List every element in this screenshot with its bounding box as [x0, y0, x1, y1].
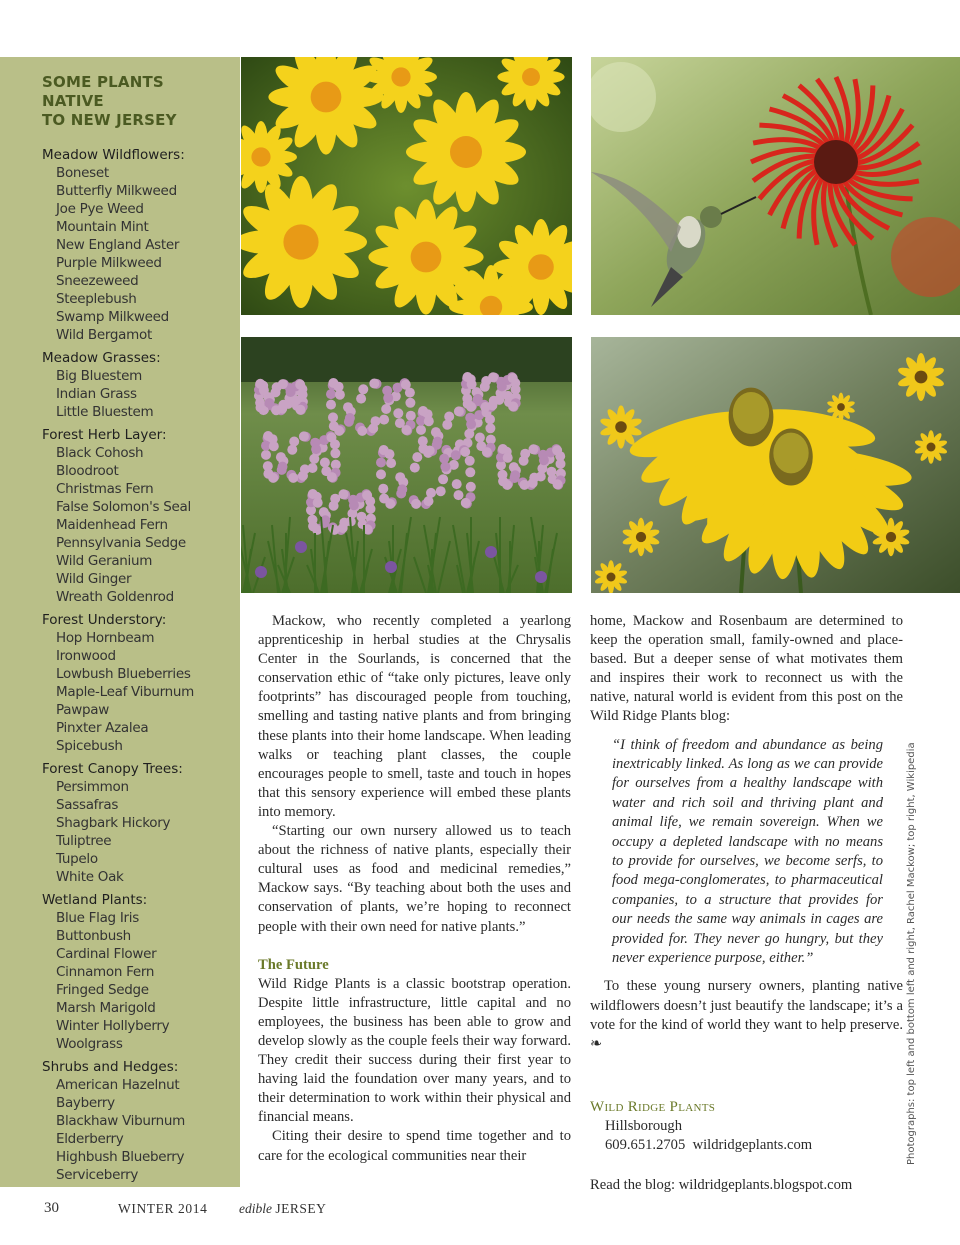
- plant-list-item: Lowbush Blueberries: [56, 666, 191, 682]
- plant-list: [42, 778, 230, 886]
- plant-list-item: American Hazelnut: [56, 1077, 180, 1093]
- article-column-left: [258, 612, 571, 1166]
- contact-town: Hillsborough: [605, 1117, 683, 1134]
- plant-list-item: Spicebush: [56, 738, 123, 754]
- plant-list-item: Wild Ginger: [56, 571, 132, 587]
- plant-list-item: White Oak: [56, 869, 124, 885]
- photo-joe-pye-meadow: [241, 337, 572, 593]
- plant-list-item: Highbush Blueberry: [56, 1149, 185, 1165]
- plant-list: [42, 1076, 230, 1184]
- plant-list: [42, 367, 230, 421]
- plant-list-item: Wild Geranium: [56, 553, 153, 569]
- section-subhead: The Future: [258, 956, 329, 973]
- plant-list-item: Little Bluestem: [56, 404, 154, 420]
- plant-list: [42, 164, 230, 344]
- plant-list-item: Buttonbush: [56, 928, 131, 944]
- plant-list-item: Wreath Goldenrod: [56, 589, 174, 605]
- plant-list-item: Fringed Sedge: [56, 982, 149, 998]
- plant-list-item: Cinnamon Fern: [56, 964, 155, 980]
- plant-list-item: Pawpaw: [56, 702, 109, 718]
- sidebar-section-heading: Meadow Wildflowers:: [42, 147, 185, 163]
- article-paragraph: Mackow, who recently completed a yearlong apprenticeship in herbal studies at the Chrysalis Center in the Sourlands, is concerned that the conservation ethic of “take only pictures, leave only footprints” has discouraged people from touching, smelling and tasting native plants and from bringing these plants into their home landscape. When leading walks or teaching plant classes, the couple encourages people to smell, taste and touch in hopes that this sensory experience will embed these plants into memory.: [258, 613, 571, 820]
- photo-yellow-coneflowers: [591, 337, 960, 593]
- plant-list-item: Bloodroot: [56, 463, 119, 479]
- plant-list-item: Marsh Marigold: [56, 1000, 156, 1016]
- sidebar-title-line1: SOME PLANTS NATIVE: [42, 73, 164, 110]
- article-paragraph: Wild Ridge Plants is a classic bootstrap operation. Despite little infrastructure, little capital and no employees, the business has been able to grow and develop slowly as the couple feels their way forward. They credit their success during their first year to having laid the foundation over many years, and to their determination to work within their physical and financial means.: [258, 975, 571, 1126]
- plant-list-item: Mountain Mint: [56, 219, 149, 235]
- plant-list-item: Ironwood: [56, 648, 116, 664]
- sidebar-sections: [42, 146, 230, 1184]
- article-paragraph: home, Mackow and Rosenbaum are determined to keep the operation small, family-owned and place-based. But a deeper sense of what motivates them and inspires their work to reconnect us with the native, natural world is evident from this post on the Wild Ridge Plants blog:: [590, 613, 903, 725]
- magazine-name: [239, 1201, 326, 1217]
- sidebar-section-heading: Shrubs and Hedges:: [42, 1059, 179, 1075]
- plant-list-item: Indian Grass: [56, 386, 137, 402]
- plant-list-item: Elderberry: [56, 1131, 124, 1147]
- blog-quote: “I think of freedom and abundance as being inextricably linked. As long as we can provide for ourselves from a healthy landscape with water and rich soil and thriving plant and animal life, we remain sovereign. When we occupy a depleted landscape with no means to provide for ourselves, we become serfs, to food mega-conglomerates, to pharmaceutical companies, to a structure that provides for our needs the same way animals in cages are provided for. They never go hungry, but they never experience purpose, either.”: [612, 736, 883, 967]
- sidebar-section-heading: Forest Understory:: [42, 612, 167, 628]
- plant-list-item: Blackhaw Viburnum: [56, 1113, 185, 1129]
- closing-text: To these young nursery owners, planting native wildflowers doesn’t just beautify the landscape; it’s a vote for the kind of world they want to help preserve.: [590, 978, 903, 1033]
- plant-list-item: Sneezeweed: [56, 273, 139, 289]
- sidebar-section-heading: Forest Canopy Trees:: [42, 761, 183, 777]
- plant-list-item: Cardinal Flower: [56, 946, 157, 962]
- plant-list-item: Steeplebush: [56, 291, 137, 307]
- photo-credit: Photographs: top left and bottom left and right, Rachel Mackow; top right, Wikipedia: [906, 742, 917, 1165]
- plant-list-item: Pinxter Azalea: [56, 720, 149, 736]
- plant-list-item: Hop Hornbeam: [56, 630, 155, 646]
- end-mark-icon: ❧: [590, 1035, 603, 1052]
- plant-list-item: Swamp Milkweed: [56, 309, 169, 325]
- article-paragraph: [590, 977, 903, 1053]
- plant-list-item: Wild Bergamot: [56, 327, 152, 343]
- plant-list: [42, 629, 230, 755]
- plant-list-item: Big Bluestem: [56, 368, 142, 384]
- plant-list-item: Maidenhead Fern: [56, 517, 168, 533]
- sidebar-section-heading: Forest Herb Layer:: [42, 427, 167, 443]
- plant-list-item: Blue Flag Iris: [56, 910, 139, 926]
- page-number: 30: [44, 1200, 59, 1216]
- sidebar-section-heading: Meadow Grasses:: [42, 350, 161, 366]
- plant-list-item: Winter Hollyberry: [56, 1018, 170, 1034]
- native-plants-sidebar: [0, 57, 240, 1187]
- sidebar-section-heading: Wetland Plants:: [42, 892, 148, 908]
- plant-list-item: Boneset: [56, 165, 109, 181]
- plant-list-item: Tupelo: [56, 851, 98, 867]
- plant-list-item: Shagbark Hickory: [56, 815, 171, 831]
- magazine-jersey: JERSEY: [275, 1201, 327, 1216]
- plant-list-item: Butterfly Milkweed: [56, 183, 177, 199]
- plant-list-item: Pennsylvania Sedge: [56, 535, 186, 551]
- article-paragraph: Citing their desire to spend time together and to care for the ecological communities near their: [258, 1128, 571, 1164]
- plant-list-item: Joe Pye Weed: [56, 201, 144, 217]
- plant-list-item: Serviceberry: [56, 1167, 139, 1183]
- page-footer: [0, 1200, 960, 1220]
- plant-list-item: Sassafras: [56, 797, 119, 813]
- plant-list-item: Persimmon: [56, 779, 129, 795]
- plant-list-item: Maple-Leaf Viburnum: [56, 684, 195, 700]
- article-column-right: [590, 612, 903, 1195]
- plant-list-item: New England Aster: [56, 237, 180, 253]
- magazine-edible: edible: [239, 1201, 272, 1216]
- plant-list: [42, 444, 230, 606]
- sidebar-title: [42, 73, 230, 130]
- contact-business-name: Wild Ridge Plants: [590, 1098, 716, 1115]
- plant-list-item: Christmas Fern: [56, 481, 154, 497]
- plant-list-item: Purple Milkweed: [56, 255, 162, 271]
- photo-yellow-daisies: [241, 57, 572, 315]
- photo-hummingbird-bergamot: [591, 57, 960, 315]
- plant-list-item: False Solomon's Seal: [56, 499, 191, 515]
- plant-list-item: Bayberry: [56, 1095, 115, 1111]
- plant-list-item: Woolgrass: [56, 1036, 123, 1052]
- article-paragraph: “Starting our own nursery allowed us to teach about the richness of native plants, especially their cultural uses as food and medicinal remedies,” Mackow says. “By teaching about both the uses and conservation of plants, we’re hoping to reconnect people with their own need for native plants.”: [258, 823, 571, 935]
- sidebar-title-line2: TO NEW JERSEY: [42, 111, 177, 129]
- plant-list-item: Tuliptree: [56, 833, 112, 849]
- contact-phone-web: 609.651.2705 wildridgeplants.com: [605, 1137, 813, 1154]
- plant-list-item: Black Cohosh: [56, 445, 144, 461]
- plant-list: [42, 909, 230, 1053]
- contact-blog: Read the blog: wildridgeplants.blogspot.com: [590, 1176, 853, 1193]
- issue-label: WINTER 2014: [118, 1201, 208, 1216]
